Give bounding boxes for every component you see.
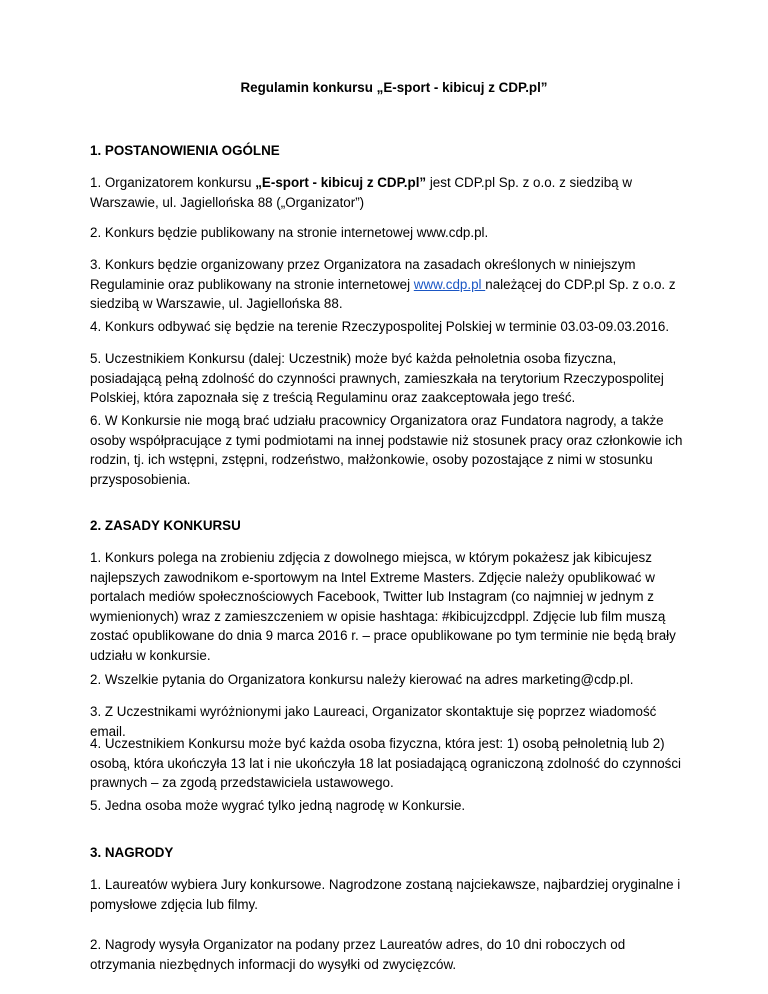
paragraph-1-6: 6. W Konkursie nie mogą brać udziału pracownicy Organizatora oraz Fundatora nagrody, a także osoby współpracujące z tymi podmiotami na innej podstawie niż stosunek pracy oraz członkowie ich rodzin, tj. ich wstępni, zstępni, rodzeństwo, małżonkowie, osoby pozostające z nimi w stosunku przysposobienia. [90, 413, 683, 487]
paragraph-1-3: 3. Konkurs będzie organizowany przez Organizatora na zasadach określonych w niniejszym Regulaminie oraz publikowany na stronie internetowej www.cdp.pl należącej do CDP.pl Sp. z o.o. z siedzibą w Warszawie, ul. Jagiellońska 88. [90, 257, 676, 312]
section-heading-general-provisions: 1. POSTANOWIENIA OGÓLNE [90, 143, 280, 158]
paragraph-2-3: 3. Z Uczestnikami wyróżnionymi jako Laureaci, Organizator skontaktuje się poprzez wiadomość email. [90, 704, 657, 739]
paragraph-3-1: 1. Laureatów wybiera Jury konkursowe. Nagrodzone zostaną najciekawsze, najbardziej oryginalne i pomysłowe zdjęcia lub filmy. [90, 877, 681, 912]
paragraph-1-2: 2. Konkurs będzie publikowany na stronie internetowej www.cdp.pl. [90, 225, 489, 240]
paragraph-3-2: 2. Nagrody wysyła Organizator na podany przez Laureatów adres, do 10 dni roboczych od otrzymania niezbędnych informacji do wysyłki od zwycięzców. [90, 937, 626, 972]
paragraph-2-2: 2. Wszelkie pytania do Organizatora konkursu należy kierować na adres marketing@cdp.pl. [90, 672, 634, 687]
paragraph-1-1: 1. Organizatorem konkursu „E-sport - kibicuj z CDP.pl” jest CDP.pl Sp. z o.o. z siedzibą w Warszawie, ul. Jagiellońska 88 („Organizator”) [90, 175, 633, 210]
paragraph-1-5: 5. Uczestnikiem Konkursu (dalej: Uczestnik) może być każda pełnoletnia osoba fizyczna, posiadającą pełną zdolność do czynności prawnych, zamieszkała na terytorium Rzeczypospolitej Polskiej, która zapoznała się z treścią Regulaminu oraz zaakceptowała jego treść. [90, 351, 664, 406]
paragraph-2-4: 4. Uczestnikiem Konkursu może być każda osoba fizyczna, która jest: 1) osobą pełnoletnią lub 2) osobą, która ukończyła 13 lat i nie ukończyła 18 lat posiadającą ograniczoną zdolność do czynności prawnych – za zgodą przedstawiciela ustawowego. [90, 736, 682, 791]
cdp-website-link[interactable]: www.cdp.pl [413, 276, 486, 292]
section-heading-contest-rules: 2. ZASADY KONKURSU [90, 518, 241, 533]
paragraph-2-1: 1. Konkurs polega na zrobieniu zdjęcia z dowolnego miejsca, w którym pokażesz jak kibicujesz najlepszych zawodnikom e-sportowym na Intel Extreme Masters. Zdjęcie należy opublikować w portalach mediów społecznościowych Facebook, Twitter lub Instagram (co najmniej w jednym z wymienionych) wraz z zamieszczeniem w opisie hashtaga: #kibicujzcdppl. Zdjęcie lub film muszą zostać opublikowane do dnia 9 marca 2016 r. – prace opublikowane po tym terminie nie będą brały udziału w konkursie. [90, 550, 676, 663]
section-heading-prizes: 3. NAGRODY [90, 845, 174, 860]
document-title: Regulamin konkursu „E-sport - kibicuj z CDP.pl” [240, 80, 548, 95]
paragraph-2-5: 5. Jedna osoba może wygrać tylko jedną nagrodę w Konkursie. [90, 798, 466, 813]
paragraph-1-4: 4. Konkurs odbywać się będzie na terenie Rzeczypospolitej Polskiej w terminie 03.03-09.03.2016. [90, 319, 670, 334]
